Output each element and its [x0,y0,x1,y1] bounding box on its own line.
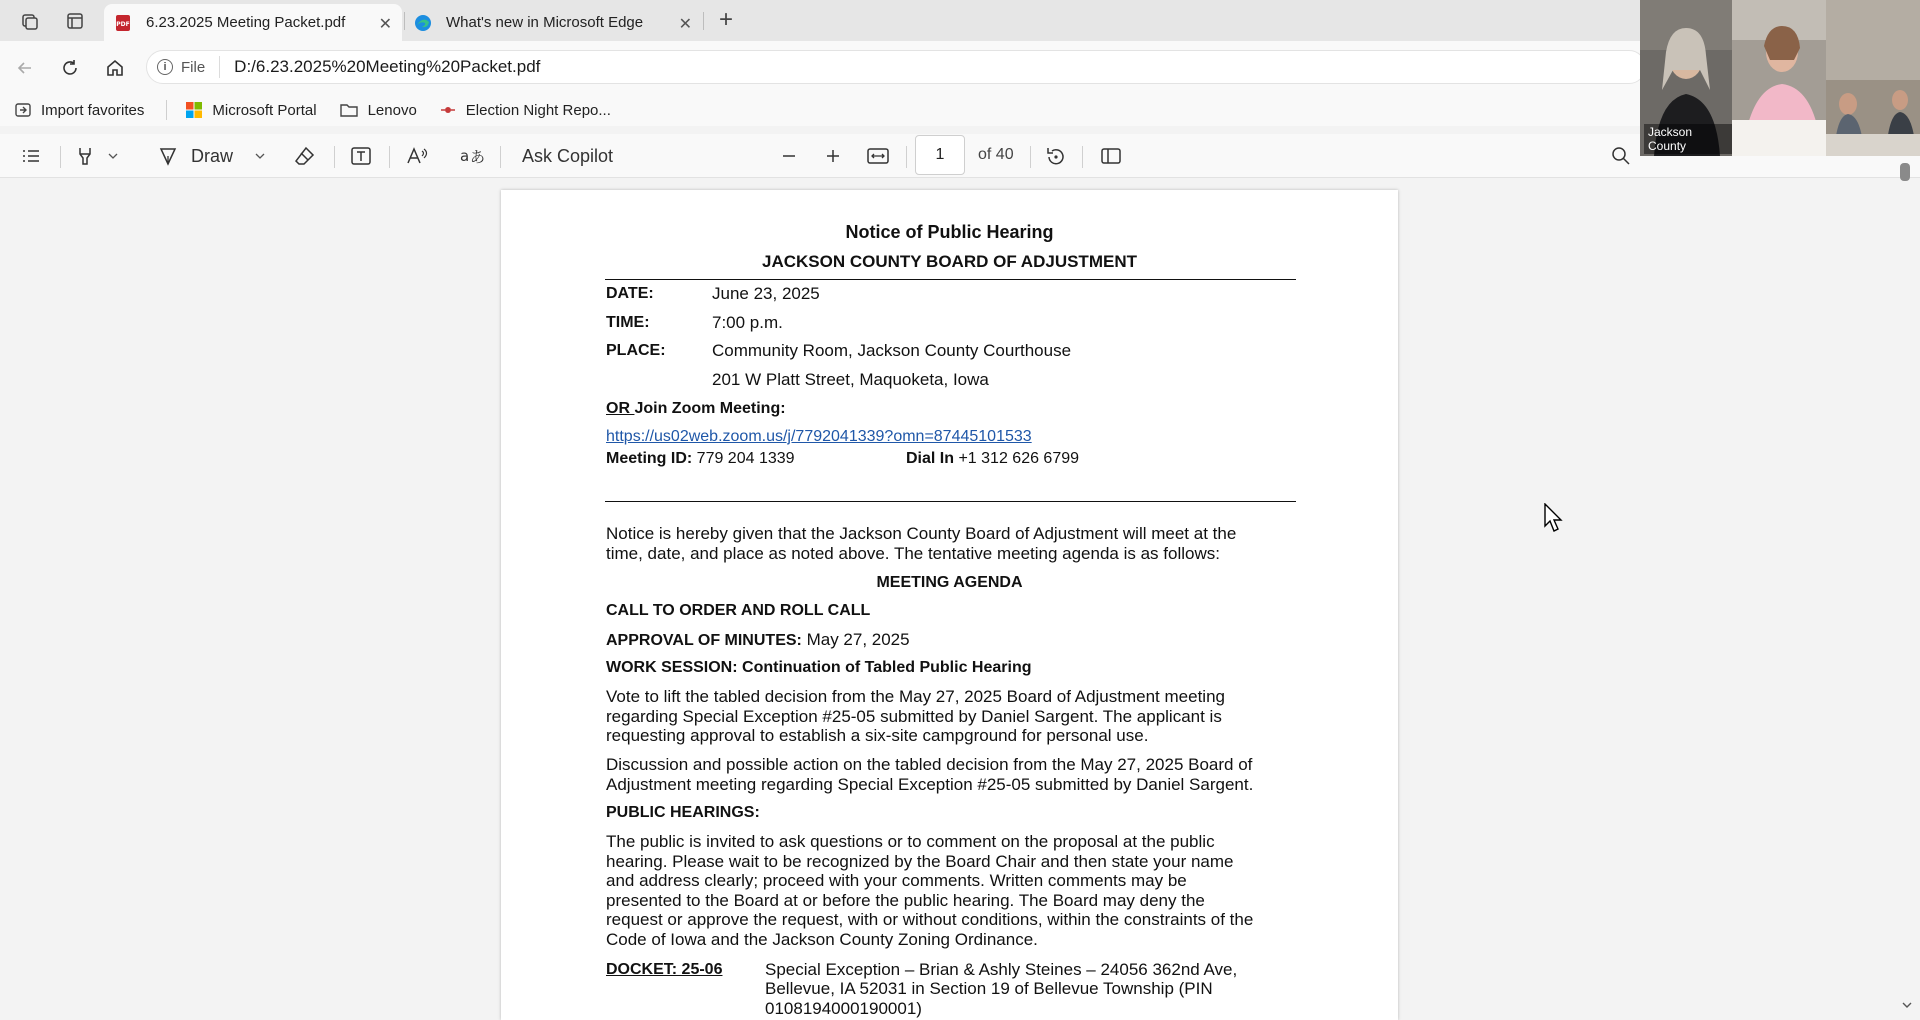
pen-icon [157,145,179,167]
work-session-heading: WORK SESSION: Continuation of Tabled Public Hearing [606,659,1032,676]
toolbar-divider [389,146,390,168]
favorite-import[interactable] [14,101,144,119]
toolbar-divider [500,146,501,168]
toolbar-divider [1082,146,1083,168]
list-icon [20,145,42,167]
pdf-page [501,190,1398,1020]
pdf-toolbar [0,134,1920,178]
tab-actions-icon [65,11,85,31]
highlight-button[interactable] [74,142,120,170]
back-arrow-icon [15,58,35,78]
refresh-icon [60,58,80,78]
info-icon: i [157,59,173,75]
ask-copilot-label: Ask Copilot [522,145,614,166]
header-rule [605,279,1296,280]
favorite-microsoft-portal[interactable] [185,101,316,119]
docket-line-2: Bellevue, IA 52031 in Section 19 of Bellevue Township (PIN [765,979,1213,998]
search-icon [1610,145,1632,167]
vote-line-1: Vote to lift the tabled decision from the May 27, 2025 Board of Adjustment meeting [606,687,1225,706]
navigation-bar [0,41,1920,94]
fit-width-icon [866,145,890,167]
minus-icon [778,145,800,167]
toolbar-divider [1030,146,1031,168]
highlighter-icon [74,145,96,167]
site-info-label: File [181,58,206,76]
read-aloud-button[interactable] [405,142,429,170]
public-line-2: hearing. Please wait to be recognized by the Board Chair and then state your name [606,852,1234,871]
draw-button[interactable] [157,142,267,170]
place-line-2: 201 W Platt Street, Maquoketa, Iowa [712,370,989,389]
page-total: of 40 [978,146,1014,163]
site-icon [439,101,457,119]
chevron-down-icon[interactable] [106,149,120,163]
site-info-chip[interactable] [157,56,220,78]
video-call-overlay [1640,0,1920,156]
document-subtitle: JACKSON COUNTY BOARD OF ADJUSTMENT [762,252,1137,271]
ask-copilot-button[interactable] [522,142,613,170]
close-tab-icon[interactable]: ✕ [378,16,392,33]
fit-page-button[interactable] [866,142,890,170]
discussion-line-1: Discussion and possible action on the tabled decision from the May 27, 2025 Board of [606,755,1253,774]
workspaces-icon [20,11,40,31]
page-number-input[interactable] [915,135,965,175]
vote-line-3: requesting approval to establish a six-site campground for personal use. [606,726,1149,745]
tab-meeting-packet[interactable] [104,4,402,41]
approval-of-minutes [606,630,910,651]
import-icon [14,101,32,119]
public-line-3: and address clearly; proceed with your comments. Written comments may be [606,871,1187,890]
mouse-cursor-icon [1544,503,1564,538]
time-label: TIME: [606,314,650,331]
toolbar-divider [60,146,61,168]
document-title: Notice of Public Hearing [845,222,1054,242]
time-value: 7:00 p.m. [712,313,783,332]
tab-label: 6.23.2025 Meeting Packet.pdf [146,14,346,31]
vote-line-2: regarding Special Exception #25-05 submitted by Daniel Sargent. The applicant is [606,707,1222,726]
docket-line-1: Special Exception – Brian & Ashly Steines – 24056 362nd Ave, [765,960,1238,979]
divider-rule [605,501,1296,502]
place-label: PLACE: [606,342,666,359]
back-button[interactable] [11,54,39,82]
contents-button[interactable] [20,142,42,170]
address-bar[interactable] [146,50,1646,84]
rotate-icon [1044,145,1066,167]
svg-text:あ: あ [470,148,485,166]
video-participant-3 [1826,0,1920,156]
video-participant-2 [1732,0,1826,156]
pdf-viewport[interactable] [0,178,1920,1020]
folder-icon [339,101,359,119]
zoom-link[interactable]: https://us02web.zoom.us/j/7792041339?omn=87445101533 [606,428,1032,445]
refresh-button[interactable] [56,54,84,82]
dial-in-label: Dial In [906,450,955,467]
microsoft-logo-icon [185,101,203,119]
favorite-election-night[interactable] [439,101,611,119]
tab-label: What's new in Microsoft Edge [446,14,644,31]
vertical-scrollbar[interactable] [1896,178,1920,1020]
tab-whats-new-edge[interactable] [404,4,702,41]
place-line-1: Community Room, Jackson County Courthouse [712,341,1072,360]
eraser-icon [294,145,316,167]
text-box-icon [350,145,372,167]
tab-strip [0,0,1920,41]
favorite-label: Election Night Repo... [465,101,611,119]
zoom-heading [606,399,786,419]
zoom-or: OR [606,400,635,417]
discussion-line-2: Adjustment meeting regarding Special Exception #25-05 submitted by Daniel Sargent. [606,775,1254,794]
tab-divider [703,12,704,30]
favorite-label: Microsoft Portal [212,101,317,119]
page-view-button[interactable] [1100,142,1122,170]
draw-label: Draw [191,145,234,166]
svg-text:a: a [460,147,470,165]
approval-label: APPROVAL OF MINUTES: [606,632,802,649]
docket-label: DOCKET: 25-06 [606,961,723,978]
read-aloud-icon [405,145,429,167]
new-tab-button[interactable] [712,6,740,34]
notice-line-2: time, date, and place as noted above. The tentative meeting agenda is as follows: [606,544,1220,563]
dial-in-value: +1 312 626 6799 [954,450,1080,467]
meeting-id [606,449,795,469]
favorite-lenovo[interactable] [339,101,417,119]
public-line-4: presented to the Board at or before the public hearing. The Board may deny the [606,891,1205,910]
date-label: DATE: [606,285,654,302]
zoom-label: Join Zoom Meeting: [634,400,786,417]
favorite-label: Import favorites [41,101,145,119]
page-view-icon [1100,145,1122,167]
scrollbar-thumb[interactable] [1900,163,1910,181]
translate-icon [459,145,485,167]
home-button[interactable] [101,54,129,82]
video-participant-1 [1640,0,1732,156]
public-line-1: The public is invited to ask questions or to comment on the proposal at the public [606,832,1215,851]
favorites-bar [0,94,1920,126]
dial-in [906,449,1079,469]
favorite-label: Lenovo [367,101,417,119]
notice-line-1: Notice is hereby given that the Jackson County Board of Adjustment will meet at the [606,524,1237,543]
chevron-down-icon[interactable] [253,149,267,163]
page-number-value: 1 [935,146,945,163]
toolbar-divider [334,146,335,168]
meeting-id-label: Meeting ID: [606,450,693,467]
edge-icon [414,14,432,32]
vertical-tabs-button[interactable] [61,8,89,34]
pdf-icon [114,14,132,32]
zoom-in-button[interactable] [822,142,844,170]
plus-icon [822,145,844,167]
public-line-6: Code of Iowa and the Jackson County Zoning Ordinance. [606,930,1038,949]
approval-value: May 27, 2025 [801,630,910,649]
translate-button[interactable] [459,142,485,170]
add-text-button[interactable] [350,142,372,170]
docket-line-3: 0108194000190001) [765,999,922,1018]
date-value: June 23, 2025 [712,284,820,303]
svg-text:PDF: PDF [116,20,130,28]
agenda-heading: MEETING AGENDA [876,574,1023,591]
meeting-id-value: 779 204 1339 [692,450,795,467]
plus-icon: + [718,6,733,33]
home-icon [105,58,125,78]
public-line-5: request or approve the request, with or without conditions, within the constraints of the [606,910,1254,929]
favorites-divider [166,100,167,120]
url-text[interactable]: D:/6.23.2025%20Meeting%20Packet.pdf [234,57,541,76]
video-participant-label: Jackson County [1644,124,1732,154]
close-tab-icon[interactable]: ✕ [678,16,692,33]
call-to-order: CALL TO ORDER AND ROLL CALL [606,602,871,619]
rotate-button[interactable] [1044,142,1066,170]
erase-button[interactable] [294,142,316,170]
public-hearings-heading: PUBLIC HEARINGS: [606,804,760,821]
workspaces-button[interactable] [16,8,44,34]
scroll-down-icon[interactable] [1901,1000,1913,1010]
toolbar-divider [906,146,907,168]
find-button[interactable] [1610,142,1632,170]
zoom-out-button[interactable] [778,142,800,170]
